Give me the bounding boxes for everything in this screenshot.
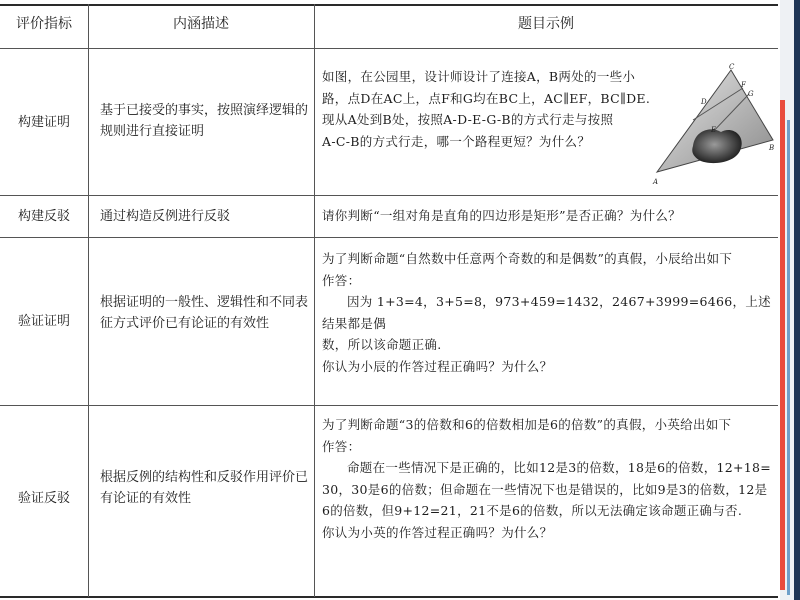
figure-label: E bbox=[711, 126, 717, 134]
figure-label: C bbox=[729, 63, 735, 71]
row4-indicator: 验证反驳 bbox=[17, 491, 70, 506]
pond-shape bbox=[692, 129, 741, 163]
row4-example-line: 为了判断命题“3的倍数和6的倍数相加是6的倍数”的真假，小英给出如下 bbox=[322, 417, 732, 432]
navy-edge-bar bbox=[794, 0, 800, 600]
row3-example-line: 为了判断命题“自然数中任意两个奇数的和是偶数”的真假，小辰给出如下 bbox=[322, 251, 733, 266]
header-description: 内涵描述 bbox=[173, 16, 229, 32]
row3-bottom-rule bbox=[0, 405, 778, 406]
table-top-rule bbox=[0, 4, 778, 6]
row3-example-line: 你认为小辰的作答过程正确吗？为什么？ bbox=[322, 358, 553, 374]
row2-example bbox=[322, 205, 776, 227]
row1-example-line: A-C-B的方式行走，哪一个路程更短？为什么？ bbox=[322, 133, 591, 149]
header-bottom-rule bbox=[0, 48, 778, 49]
col-divider-1 bbox=[88, 4, 89, 597]
row3-example bbox=[322, 248, 776, 377]
figure-label: A bbox=[653, 178, 659, 185]
row1-example bbox=[322, 66, 652, 152]
row4-example-line: 作答： bbox=[322, 438, 361, 454]
park-path-figure bbox=[651, 60, 776, 185]
col-divider-2 bbox=[314, 4, 315, 597]
row3-example-line: 作答： bbox=[322, 272, 361, 288]
row4-example-line: 你认为小英的作答过程正确吗？为什么？ bbox=[322, 524, 553, 540]
row1-description: 基于已接受的事实，按照演绎逻辑的规则进行直接证明 bbox=[100, 103, 309, 139]
row1-bottom-rule bbox=[0, 195, 778, 196]
figure-label: D bbox=[701, 98, 707, 106]
row1-indicator: 构建证明 bbox=[17, 115, 70, 130]
row1-example-line: 现从A处到B处，按照A-D-E-G-B的方式行走与按照 bbox=[322, 112, 614, 127]
row4-description: 根据反例的结构性和反驳作用评价已有论证的有效性 bbox=[100, 470, 309, 506]
row3-example-line: 数，所以该命题正确. bbox=[322, 337, 442, 352]
red-accent-bar bbox=[780, 100, 785, 590]
header-example: 题目示例 bbox=[518, 16, 574, 32]
row4-example-line: 命题在一些情况下是正确的，比如12是3的倍数，18是6的倍数，12+18= bbox=[347, 460, 772, 475]
blue-accent-bar bbox=[787, 120, 790, 595]
header-indicator: 评价指标 bbox=[16, 16, 72, 32]
row2-example-line: 请你判断“一组对角是直角的四边形是矩形”是否正确？为什么？ bbox=[322, 208, 681, 223]
figure-label: G bbox=[748, 90, 754, 98]
row2-indicator: 构建反驳 bbox=[17, 209, 70, 224]
table-bottom-rule bbox=[0, 596, 778, 598]
row3-indicator: 验证证明 bbox=[17, 314, 70, 329]
row3-example-line: 因为 1+3=4，3+5=8，973+459=1432，2467+3999=6466，上述结果都是偶 bbox=[322, 294, 771, 331]
figure-label: F bbox=[741, 81, 746, 89]
row4-example bbox=[322, 414, 776, 543]
row2-description: 通过构造反例进行反驳 bbox=[100, 209, 231, 224]
row4-example-line: 6的倍数，但9+12=21，21不是6的倍数，所以无法确定该命题正确与否. bbox=[322, 503, 743, 518]
row2-bottom-rule bbox=[0, 237, 778, 238]
row3-description: 根据证明的一般性、逻辑性和不同表征方式评价已有论证的有效性 bbox=[100, 295, 309, 331]
row4-example-line: 30，30是6的倍数；但命题在一些情况下也是错误的，比如9是3的倍数，12是 bbox=[322, 481, 768, 497]
figure-label: B bbox=[769, 144, 775, 152]
right-decor-stripe bbox=[780, 0, 800, 600]
row1-example-line: 如图，在公园里，设计师设计了连接A，B两处的一些小 bbox=[322, 69, 636, 84]
row1-example-line: 路，点D在AC上，点F和G均在BC上，AC∥EF，BC∥DE. bbox=[322, 90, 651, 106]
